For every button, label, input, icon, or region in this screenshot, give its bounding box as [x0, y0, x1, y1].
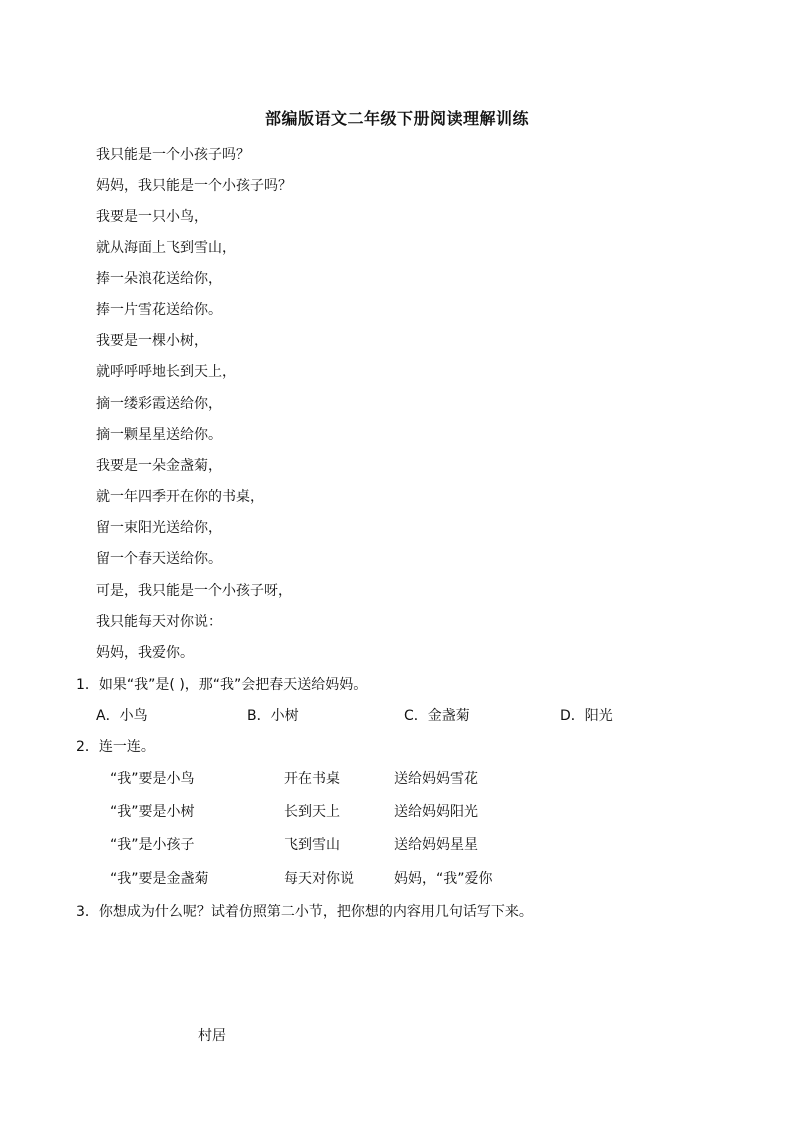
option-d: D．阳光	[560, 708, 613, 724]
poem-line: 妈妈，我爱你。	[96, 645, 194, 661]
poem-line: 就呼呼呼地长到天上，	[96, 364, 236, 380]
poem-line: 摘一颗星星送给你。	[96, 427, 222, 443]
poem-line: 捧一片雪花送给你。	[96, 302, 222, 318]
match-right-item: 送给妈妈星星	[394, 837, 478, 853]
poem-line: 摘一缕彩霞送给你，	[96, 396, 222, 412]
poem-line: 捧一朵浪花送给你，	[96, 271, 222, 287]
poem-line: 我只能是一个小孩子吗？	[96, 147, 250, 163]
question-3-text: 3．你想成为什么呢？试着仿照第二小节，把你想的内容用几句话写下来。	[76, 904, 533, 920]
match-middle-item: 飞到雪山	[284, 837, 340, 853]
poem-line: 我要是一棵小树，	[96, 333, 208, 349]
match-left-item: “我”要是小鸟	[110, 771, 195, 787]
match-left-item: “我”是小孩子	[110, 837, 195, 853]
poem-line: 留一个春天送给你。	[96, 551, 222, 567]
poem-line: 就一年四季开在你的书桌，	[96, 489, 264, 505]
option-b: B．小树	[247, 708, 299, 724]
match-right-item: 送给妈妈阳光	[394, 804, 478, 820]
next-passage-title: 村居	[198, 1028, 226, 1044]
match-right-item: 送给妈妈雪花	[394, 771, 478, 787]
match-middle-item: 长到天上	[284, 804, 340, 820]
question-2-text: 2．连一连。	[76, 739, 155, 755]
poem-line: 我要是一只小鸟，	[96, 209, 208, 225]
poem-line: 留一束阳光送给你，	[96, 520, 222, 536]
match-left-item: “我”要是小树	[110, 804, 195, 820]
page-title: 部编版语文二年级下册阅读理解训练	[264, 109, 529, 128]
poem-line: 妈妈，我只能是一个小孩子吗？	[96, 178, 292, 194]
option-a: A．小鸟	[96, 708, 148, 724]
poem-line: 就从海面上飞到雪山，	[96, 240, 236, 256]
poem-line: 可是，我只能是一个小孩子呀，	[96, 583, 292, 599]
poem-line: 我只能每天对你说：	[96, 614, 222, 630]
poem-line: 我要是一朵金盏菊，	[96, 458, 222, 474]
question-1-text: 1．如果“我”是( )，那“我”会把春天送给妈妈。	[76, 677, 368, 693]
option-c: C．金盏菊	[404, 708, 470, 724]
match-middle-item: 每天对你说	[284, 871, 354, 887]
match-left-item: “我”要是金盏菊	[110, 871, 209, 887]
match-middle-item: 开在书桌	[284, 771, 340, 787]
match-right-item: 妈妈，“我”爱你	[394, 871, 493, 887]
